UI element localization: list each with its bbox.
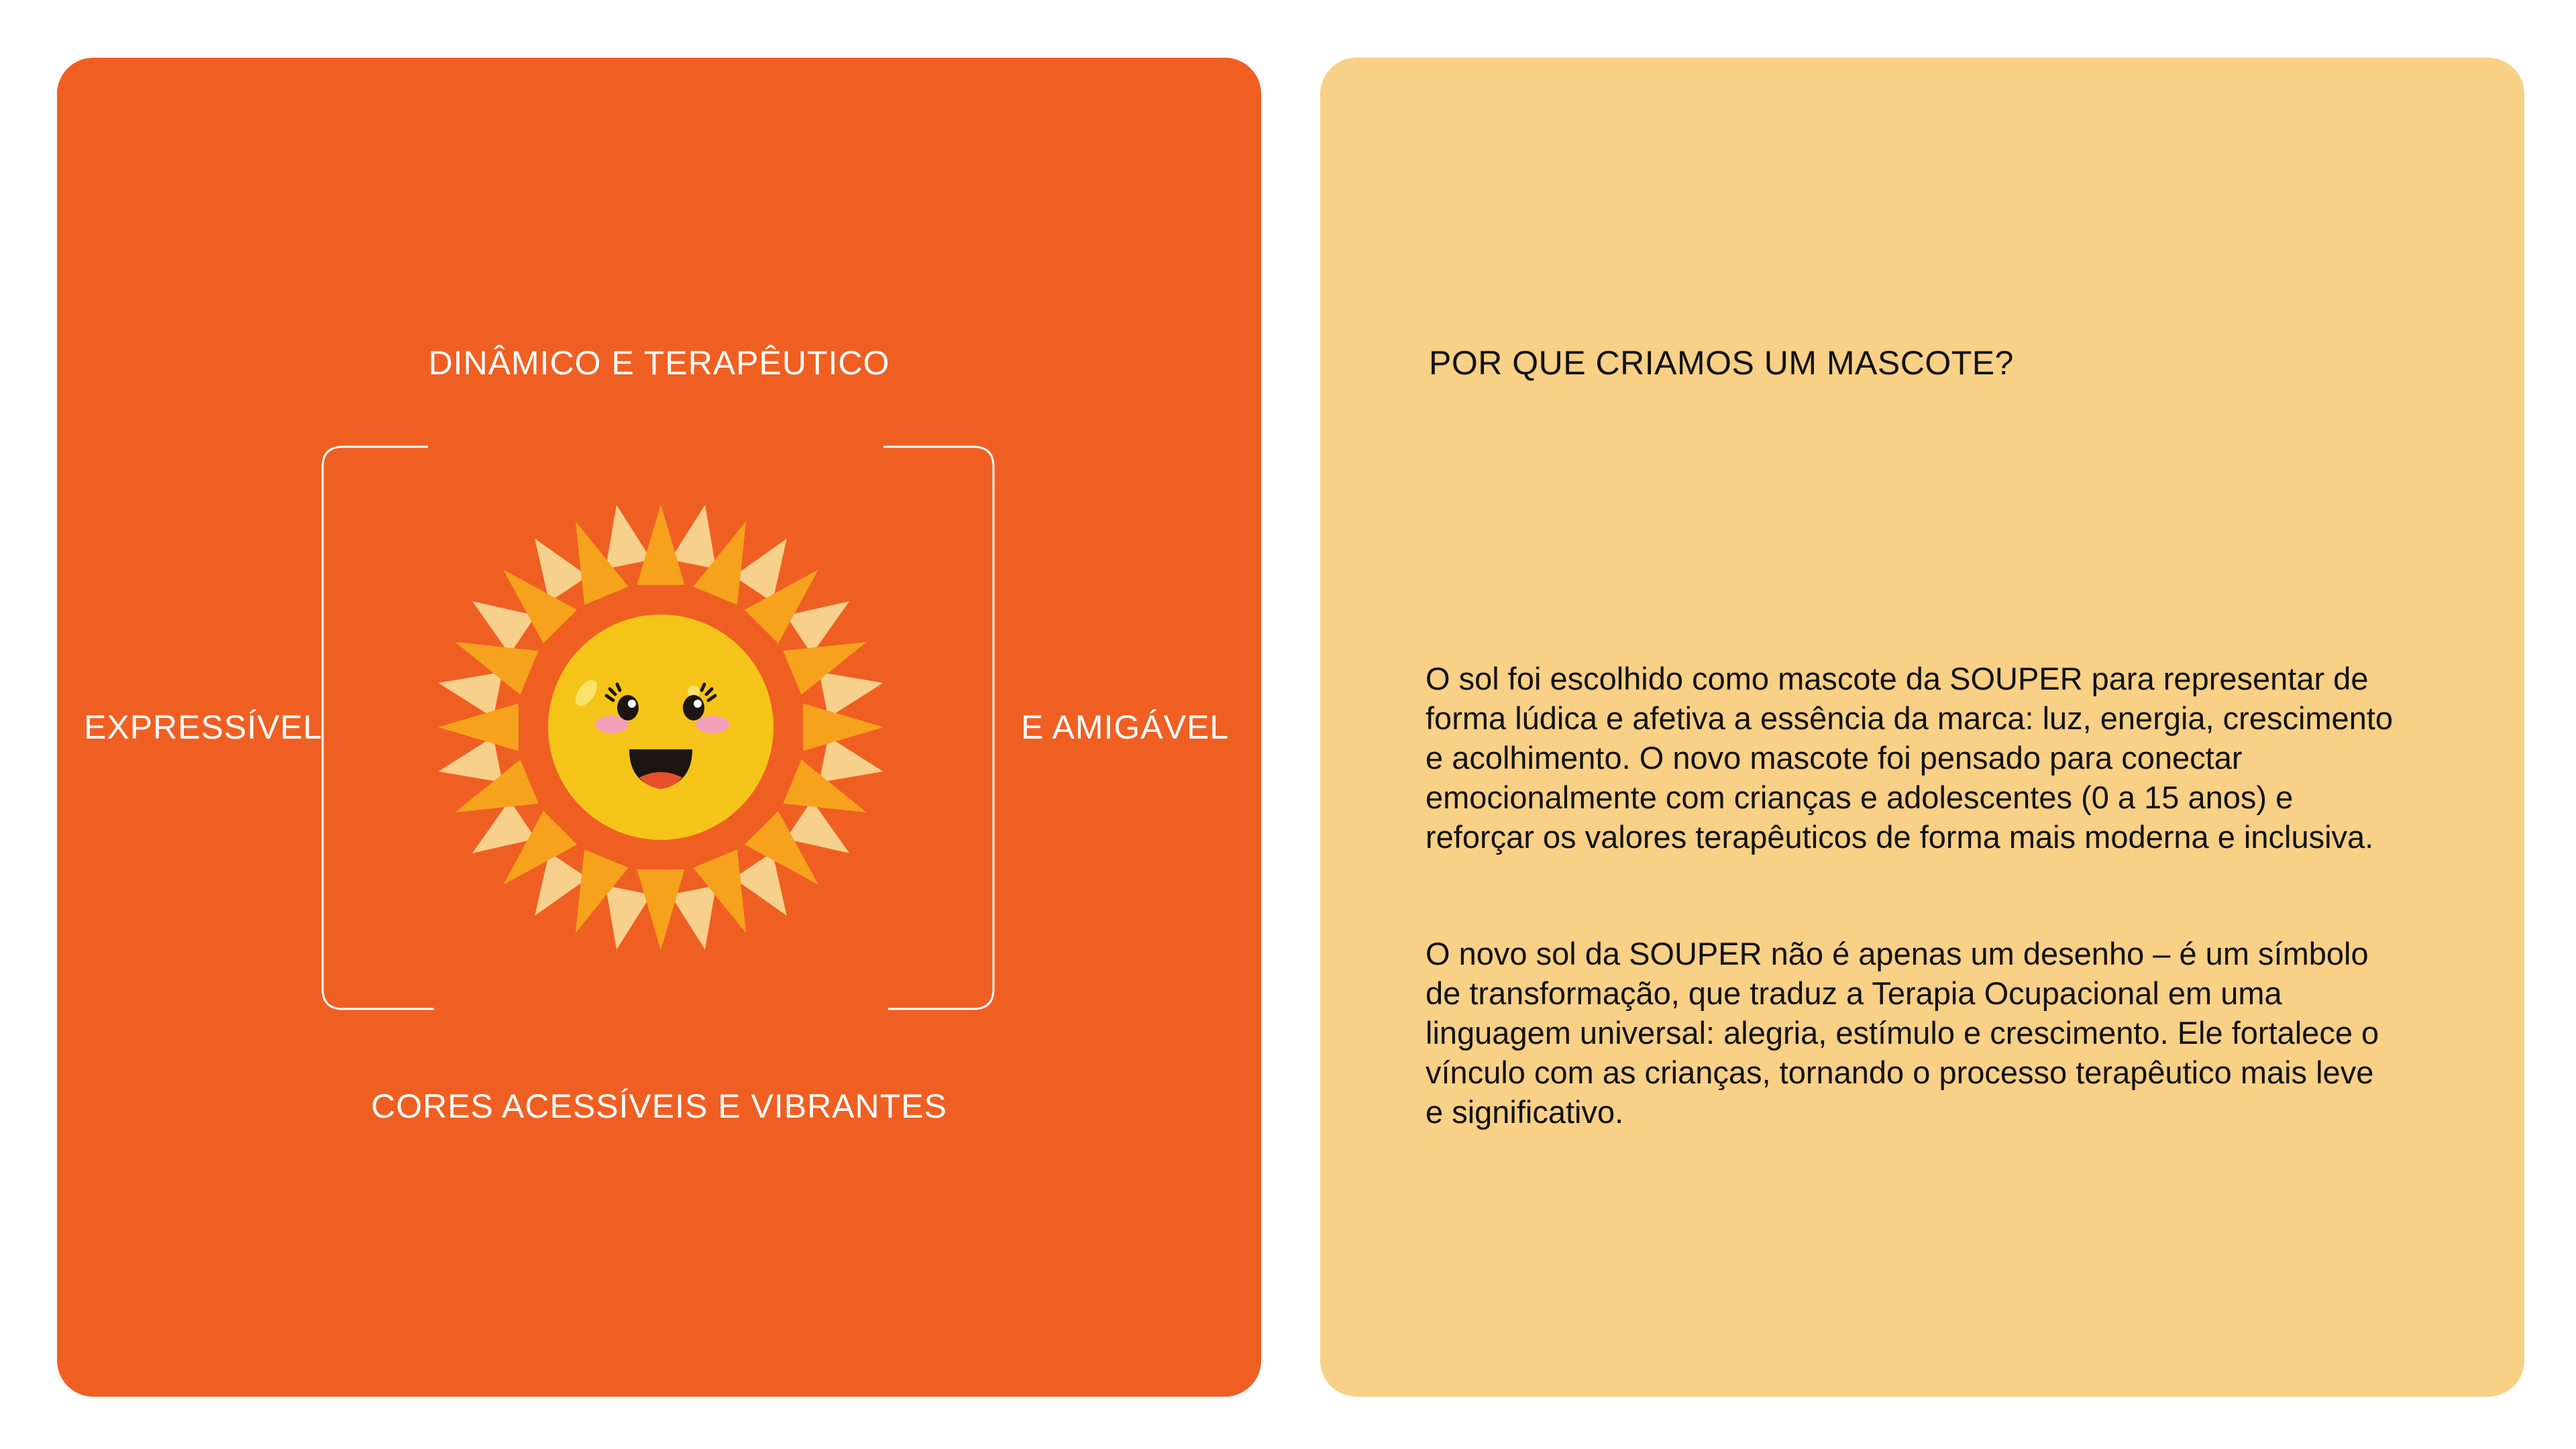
sun-ray	[637, 869, 685, 950]
mascot-explanation-panel	[1320, 58, 2524, 1397]
right-cheek	[696, 716, 729, 733]
sun-ray	[819, 737, 883, 782]
sun-ray	[803, 704, 883, 751]
sun-ray	[670, 885, 716, 949]
section-heading: POR QUE CRIAMOS UM MASCOTE?	[1429, 344, 2014, 382]
label-expressive: EXPRESSÍVEL	[84, 708, 323, 746]
label-dynamic-therapeutic: DINÂMICO E TERAPÊUTICO	[428, 344, 890, 382]
label-accessible-colors: CORES ACESSÍVEIS E VIBRANTES	[371, 1087, 947, 1125]
sun-face	[548, 614, 773, 840]
smiling-sun-icon	[429, 494, 892, 963]
sun-ray	[670, 504, 716, 568]
paragraph-symbol: O novo sol da SOUPER não é apenas um desenho – é um símbolo de transformação, que traduz a Terapia Ocupacional em uma linguagem universal: alegria, estímulo e crescimento. Ele fortalece o vínculo com as crianças, tornando o processo terapêutico mais leve e significativo.	[1426, 936, 2379, 1130]
sun-ray	[606, 504, 651, 568]
paragraph-why-sun: O sol foi escolhido como mascote da SOUPER para representar de forma lúdica e afetiva a essência da marca: luz, energia, crescimento e acolhimento. O novo mascote foi pensado para conectar emocionalmente com crianças e adolescentes (0 a 15 anos) e reforçar os valores terapêuticos de forma mais moderna e inclusiva.	[1426, 661, 2394, 855]
sun-ray	[606, 885, 651, 949]
sun-ray	[637, 504, 685, 585]
sun-ray	[438, 737, 502, 782]
sun-ray	[438, 672, 502, 718]
sun-ray	[438, 704, 519, 751]
sun-ray	[819, 672, 883, 718]
label-friendly: E AMIGÁVEL	[1020, 708, 1229, 746]
mascot-attributes-panel	[57, 58, 1261, 1397]
